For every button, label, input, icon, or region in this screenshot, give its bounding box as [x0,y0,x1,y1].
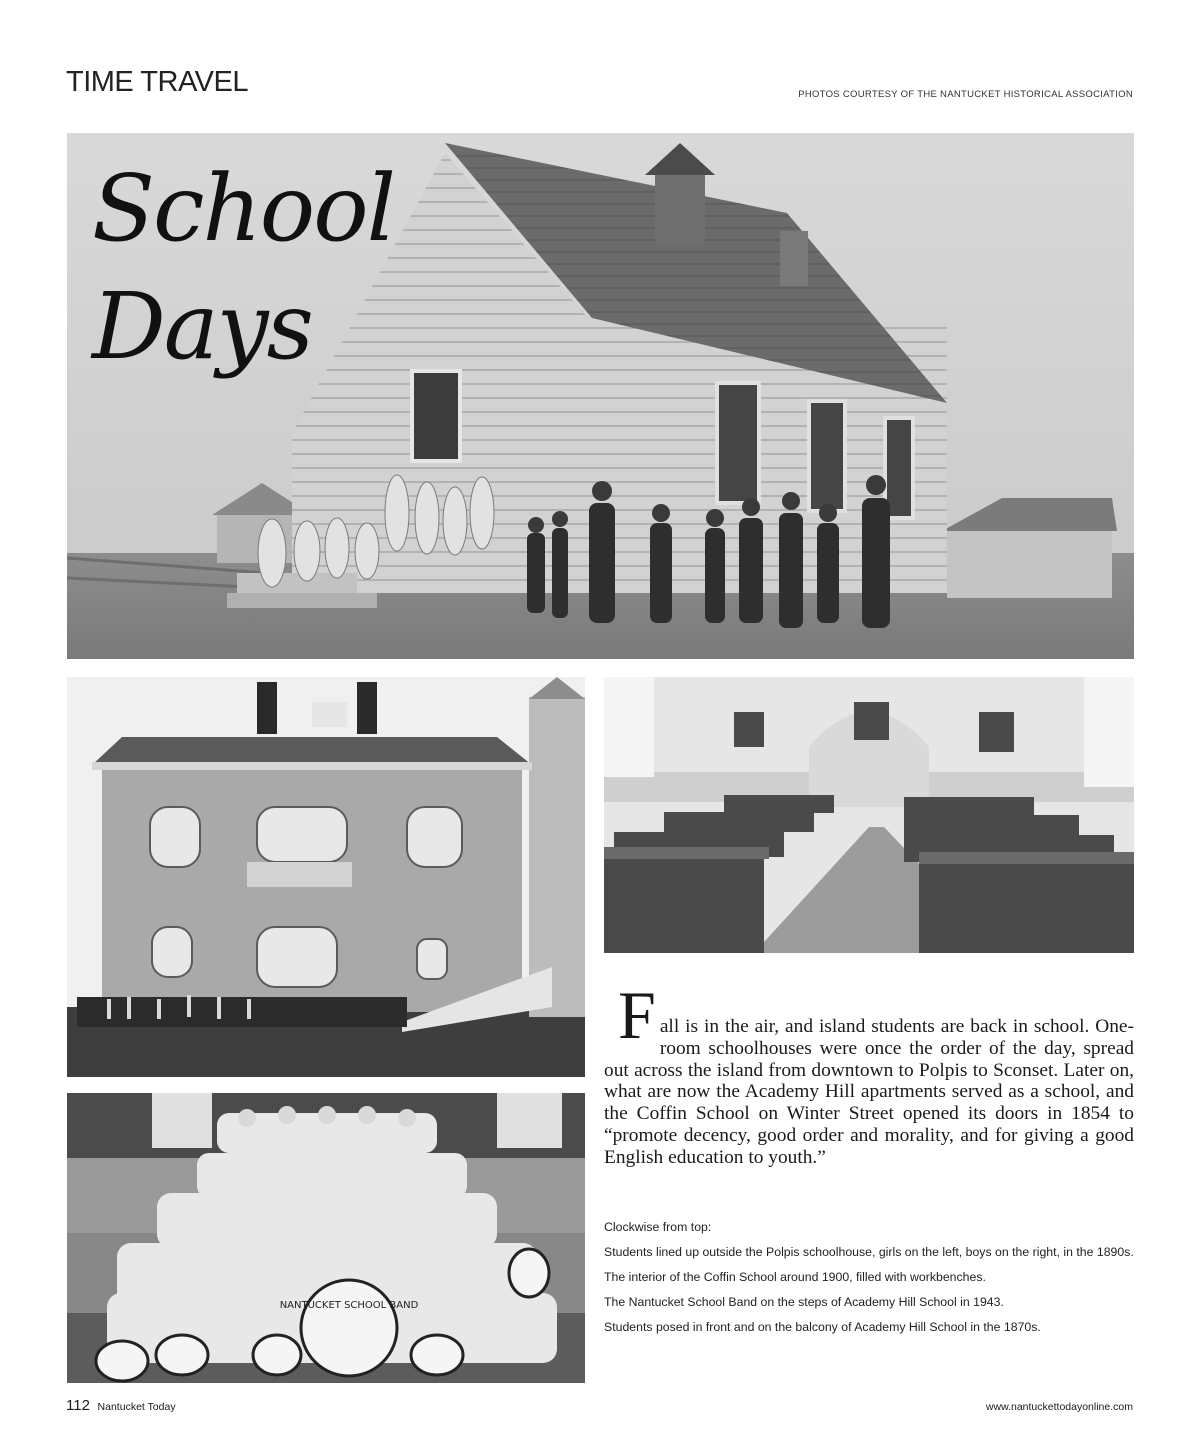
caption-school-band: The Nantucket School Band on the steps of Academy Hill School in 1943. [604,1295,1004,1309]
caption-polpis: Students lined up outside the Polpis schoolhouse, girls on the left, boys on the right, in the 1890s. [604,1245,1134,1259]
photo-academy-hill-school [67,677,585,1077]
headline-line-1: School [92,155,395,262]
footer-left [66,1397,176,1414]
captions-intro: Clockwise from top: [604,1220,712,1234]
band-drum-text: NANTUCKET SCHOOL BAND [279,1300,419,1311]
article-text: all is in the air, and island students are back in school. One-room schoolhouses were once the order of the day, spread out across the island from downtown to Polpis to Sconset. Later on, what are now the Academy Hill apartments served as a school, and the Coffin School on Winter Street opened its doors in 1854 to “promote decency, good order and morality, and for giving a good English education to youth.” [604,1016,1134,1168]
footer-url[interactable]: www.nantuckettodayonline.com [985,1401,1133,1413]
photo-coffin-school-interior [604,677,1134,953]
caption-coffin-school: The interior of the Coffin School around 1900, filled with workbenches. [604,1270,986,1284]
section-title: TIME TRAVEL [66,66,248,98]
page-number: 112 [66,1397,90,1414]
caption-academy-hill: Students posed in front and on the balcony of Academy Hill School in the 1870s. [604,1320,1041,1334]
headline [92,150,394,386]
drop-cap: F [618,977,656,1053]
article-body [604,977,1134,1169]
headline-line-2: Days [92,273,312,380]
magazine-name: Nantucket Today [97,1401,176,1413]
photo-credit: PHOTOS COURTESY OF THE NANTUCKET HISTORICAL ASSOCIATION [798,89,1133,100]
photo-captions [604,1220,1144,1345]
photo-nantucket-school-band [67,1093,585,1383]
